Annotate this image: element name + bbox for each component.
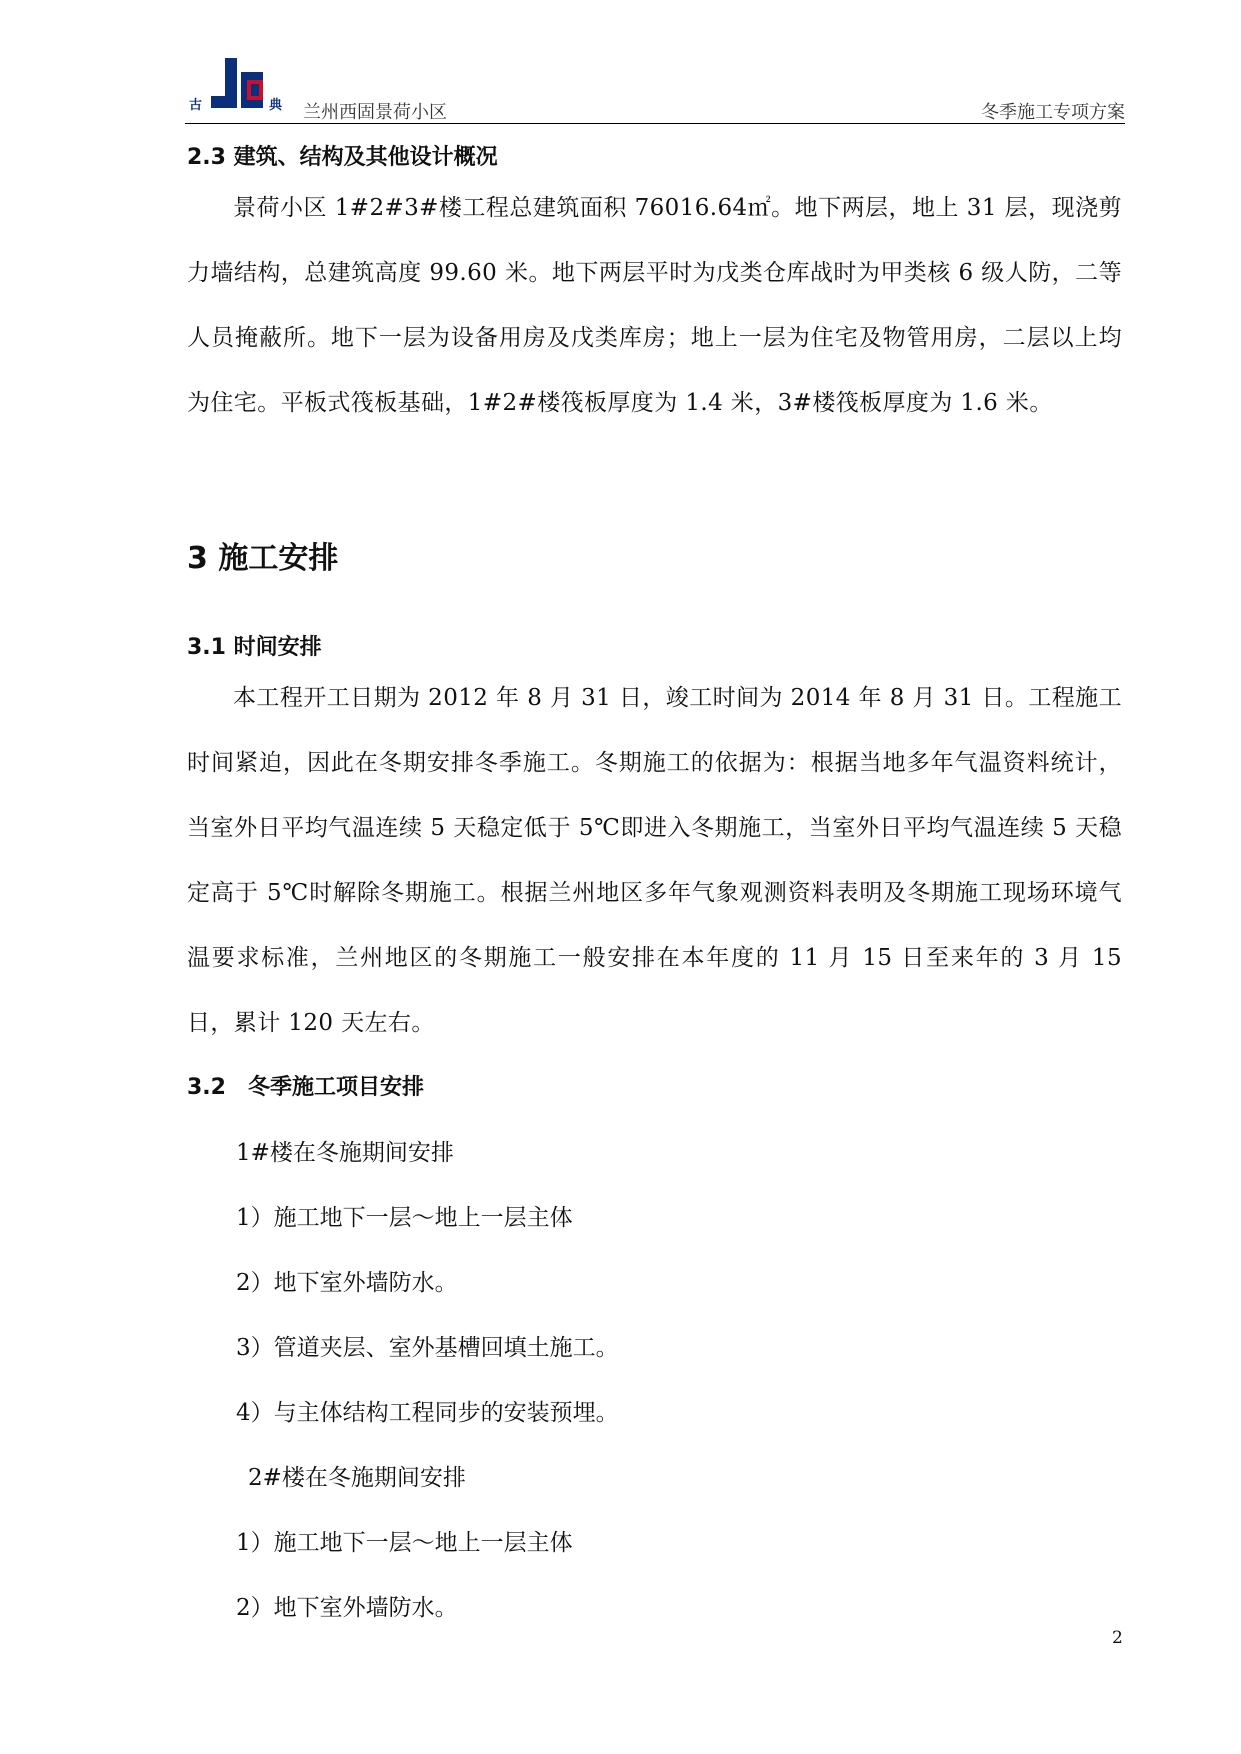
- page-header: [185, 50, 1125, 125]
- list-item: 2）地下室外墙防水。: [236, 1595, 458, 1621]
- company-logo: [189, 58, 285, 122]
- logo-char-left: 古: [189, 98, 203, 113]
- heading-3-1: 3.1 时间安排: [187, 635, 322, 660]
- building-1-title: 1#楼在冬施期间安排: [236, 1140, 454, 1166]
- list-item: 1）施工地下一层～地上一层主体: [236, 1530, 573, 1556]
- logo-char-right: 典: [269, 98, 283, 113]
- list-item: 3）管道夹层、室外基槽回填土施工。: [236, 1335, 619, 1361]
- heading-3-2: 3.2 冬季施工项目安排: [187, 1075, 424, 1100]
- list-item: 2）地下室外墙防水。: [236, 1270, 458, 1296]
- building-2-title: 2#楼在冬施期间安排: [248, 1465, 466, 1491]
- heading-3: 3 施工安排: [187, 541, 339, 576]
- paragraph-design-overview: 景荷小区 1#2#3#楼工程总建筑面积 76016.64㎡。地下两层，地上 31 层，现浇剪力墙结构，总建筑高度 99.60 米。地下两层平时为戊类仓库战时为甲类核 6 级人防，二等人员掩蔽所。地下一层为设备用房及戊类库房；地上一层为住宅及物管用房，二层以上均为住宅。平板式筏板基础，1#2#楼筏板厚度为 1.4 米，3#楼筏板厚度为 1.6 米。: [187, 195, 1122, 416]
- header-divider: [185, 123, 1125, 124]
- list-item: 1）施工地下一层～地上一层主体: [236, 1205, 573, 1231]
- heading-2-3: 2.3 建筑、结构及其他设计概况: [187, 145, 498, 170]
- header-document-title: 冬季施工专项方案: [981, 102, 1125, 123]
- list-item: 4）与主体结构工程同步的安装预埋。: [236, 1400, 619, 1426]
- page-number: 2: [1112, 1628, 1123, 1648]
- header-project-name: 兰州西固景荷小区: [303, 102, 447, 123]
- paragraph-schedule: 本工程开工日期为 2012 年 8 月 31 日，竣工时间为 2014 年 8 月 31 日。工程施工时间紧迫，因此在冬期安排冬季施工。冬期施工的依据为：根据当地多年气温资料统计，当室外日平均气温连续 5 天稳定低于 5℃即进入冬期施工，当室外日平均气温连续 5 天稳定高于 5℃时解除冬期施工。根据兰州地区多年气象观测资料表明及冬期施工现场环境气温要求标准，兰州地区的冬期施工一般安排在本年度的 11 月 15 日至来年的 3 月 15 日，累计 120 天左右。: [187, 685, 1122, 1036]
